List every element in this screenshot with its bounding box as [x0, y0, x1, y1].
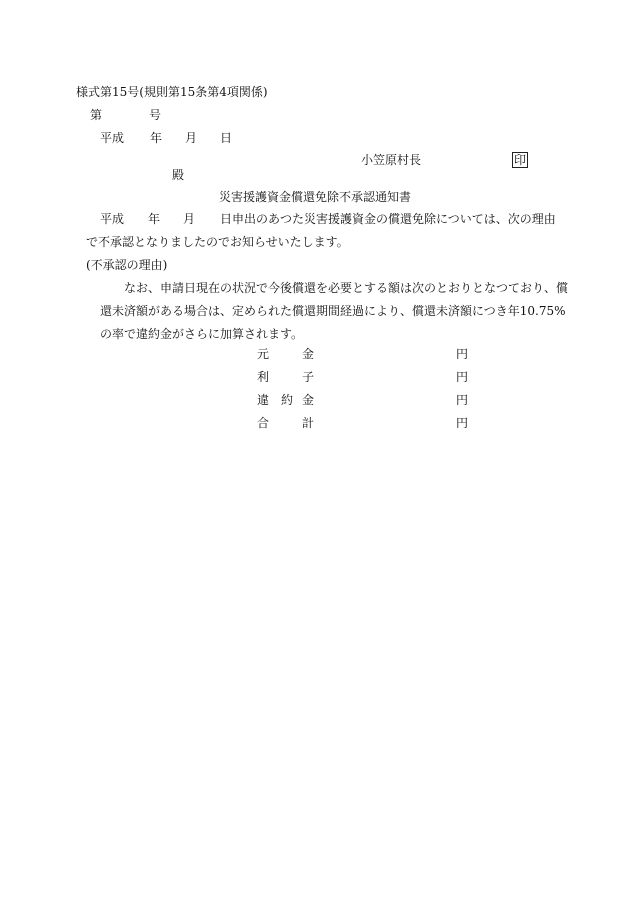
- body-text-line2: で不承認となりましたのでお知らせいたします。: [86, 235, 349, 249]
- amount-label: 利: [257, 370, 270, 384]
- body-text-line1: 日申出のあつた災害援護資金の償還免除については、次の理由: [220, 212, 556, 226]
- issuer-name: 小笠原村長: [361, 153, 422, 167]
- reason-heading: (不承認の理由): [86, 258, 168, 272]
- amount-label: 子: [302, 370, 315, 384]
- date-day: 日: [220, 131, 233, 145]
- amount-label: 金: [302, 393, 315, 407]
- amount-unit: 円: [456, 370, 469, 384]
- amount-label: 元: [257, 347, 270, 361]
- body-era: 平成: [100, 212, 125, 226]
- number-suffix: 号: [149, 108, 162, 122]
- body-year: 年: [148, 212, 161, 226]
- amount-label: 約: [281, 393, 294, 407]
- amount-label: 計: [302, 416, 315, 430]
- body-month: 月: [183, 212, 196, 226]
- number-prefix: 第: [90, 108, 103, 122]
- document-title: 災害援護資金償還免除不承認通知書: [219, 190, 412, 204]
- reason-text-line1: なお、申請日現在の状況で今後償還を必要とする額は次のとおりとなつており、償: [124, 281, 569, 295]
- reason-text-line3: の率で違約金がさらに加算されます。: [100, 327, 304, 341]
- amount-label: 違: [257, 393, 270, 407]
- amount-label: 金: [302, 347, 315, 361]
- date-month: 月: [185, 131, 198, 145]
- amount-label: 合: [257, 416, 270, 430]
- addressee-suffix: 殿: [172, 168, 185, 182]
- amount-unit: 円: [456, 416, 469, 430]
- reason-text-line2: 還未済額がある場合は、定められた償還期間経過により、償還未済額につき年10.75%: [100, 304, 566, 318]
- form-header: 様式第15号(規則第15条第4項関係): [76, 85, 268, 99]
- amount-unit: 円: [456, 393, 469, 407]
- seal-mark: [512, 152, 528, 168]
- seal-label: 印: [514, 153, 527, 167]
- date-era: 平成: [100, 131, 125, 145]
- amount-unit: 円: [456, 347, 469, 361]
- date-year: 年: [150, 131, 163, 145]
